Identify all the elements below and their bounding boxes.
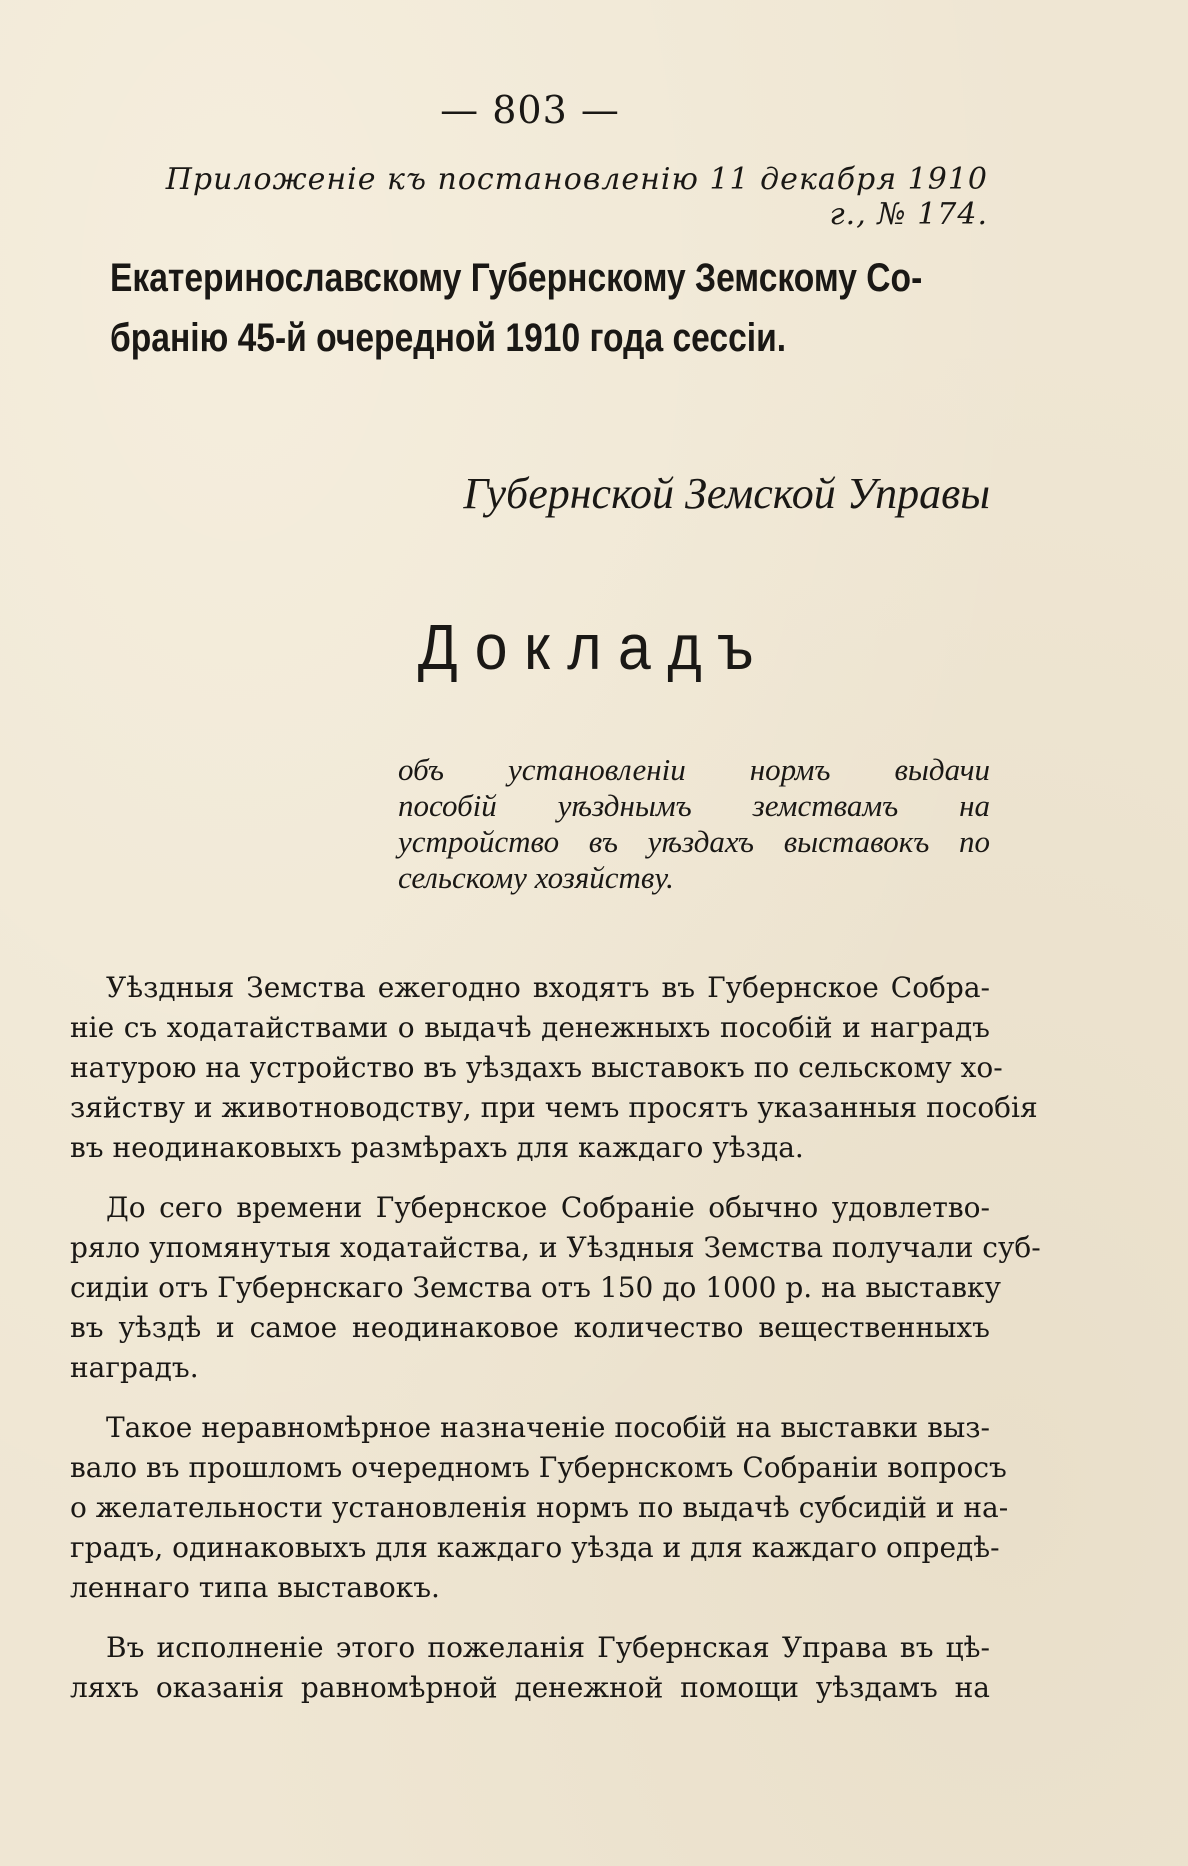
text-line: До сего времени Губернское Собраніе обычно удовлетво- [106,1191,990,1224]
report-subject [398,752,990,896]
paragraph [70,1188,1041,1388]
body-text [70,968,1041,1728]
text-line: натурою на устройство въ уѣздахъ выставокъ по сельскому хо- [70,1051,1003,1084]
authority-line: Губернской Земской Управы [463,469,990,518]
text-line: градъ, одинаковыхъ для каждаго уѣзда и для каждаго опредѣ- [70,1531,1000,1564]
text-line: сидіи отъ Губернскаго Земства отъ 150 до 1000 р. на выставку [70,1271,1002,1304]
paragraph [70,1628,990,1708]
text-line: въ уѣздѣ и самое неодинаковое количество вещественныхъ [70,1311,990,1344]
text-line: Такое неравномѣрное назначеніе пособій на выставки выз- [106,1411,990,1444]
text-line: ніе съ ходатайствами о выдачѣ денежныхъ пособій и наградъ [70,1011,990,1044]
text-line: въ неодинаковыхъ размѣрахъ для каждаго уѣзда. [70,1131,804,1164]
text-line: леннаго типа выставокъ. [70,1571,440,1604]
addressee-line: бранію 45-й очередной 1910 года сессіи. [110,316,787,360]
text-line: Въ исполненіе этого пожеланія Губернская Управа въ цѣ- [106,1631,990,1664]
subject-line: сельскому хозяйству. [398,860,674,895]
text-line: Уѣздныя Земства ежегодно входятъ въ Губернское Собра- [106,971,990,1004]
paragraph [70,1408,1009,1608]
text-line: вало въ прошломъ очередномъ Губернскомъ Собраніи вопросъ [70,1451,1007,1484]
subject-line: объ установленіи нормъ выдачи [398,752,990,787]
text-line: наградъ. [70,1351,199,1384]
document-title: Докладъ [417,611,771,683]
page-number: — 803 — [440,88,620,132]
text-line: о желательности установленія нормъ по выдачѣ субсидій и на- [70,1491,1009,1524]
text-line: зяйству и животноводству, при чемъ просятъ указанныя пособія [70,1091,1038,1124]
appendix-note: Приложеніе къ постановленію 11 декабря 1910 г., № 174. [165,162,988,232]
text-line: ряло упомянутыя ходатайства, и Уѣздныя Земства получали суб- [70,1231,1041,1264]
text-line: ляхъ оказанія равномѣрной денежной помощи уѣздамъ на [70,1671,990,1704]
addressee-line: Екатеринославскому Губернскому Земскому Со- [110,256,923,300]
subject-line: устройство въ уѣздахъ выставокъ по [398,824,990,859]
addressee-heading [110,248,1000,368]
paragraph [70,968,1038,1168]
subject-line: пособій уѣзднымъ земствамъ на [398,788,990,823]
